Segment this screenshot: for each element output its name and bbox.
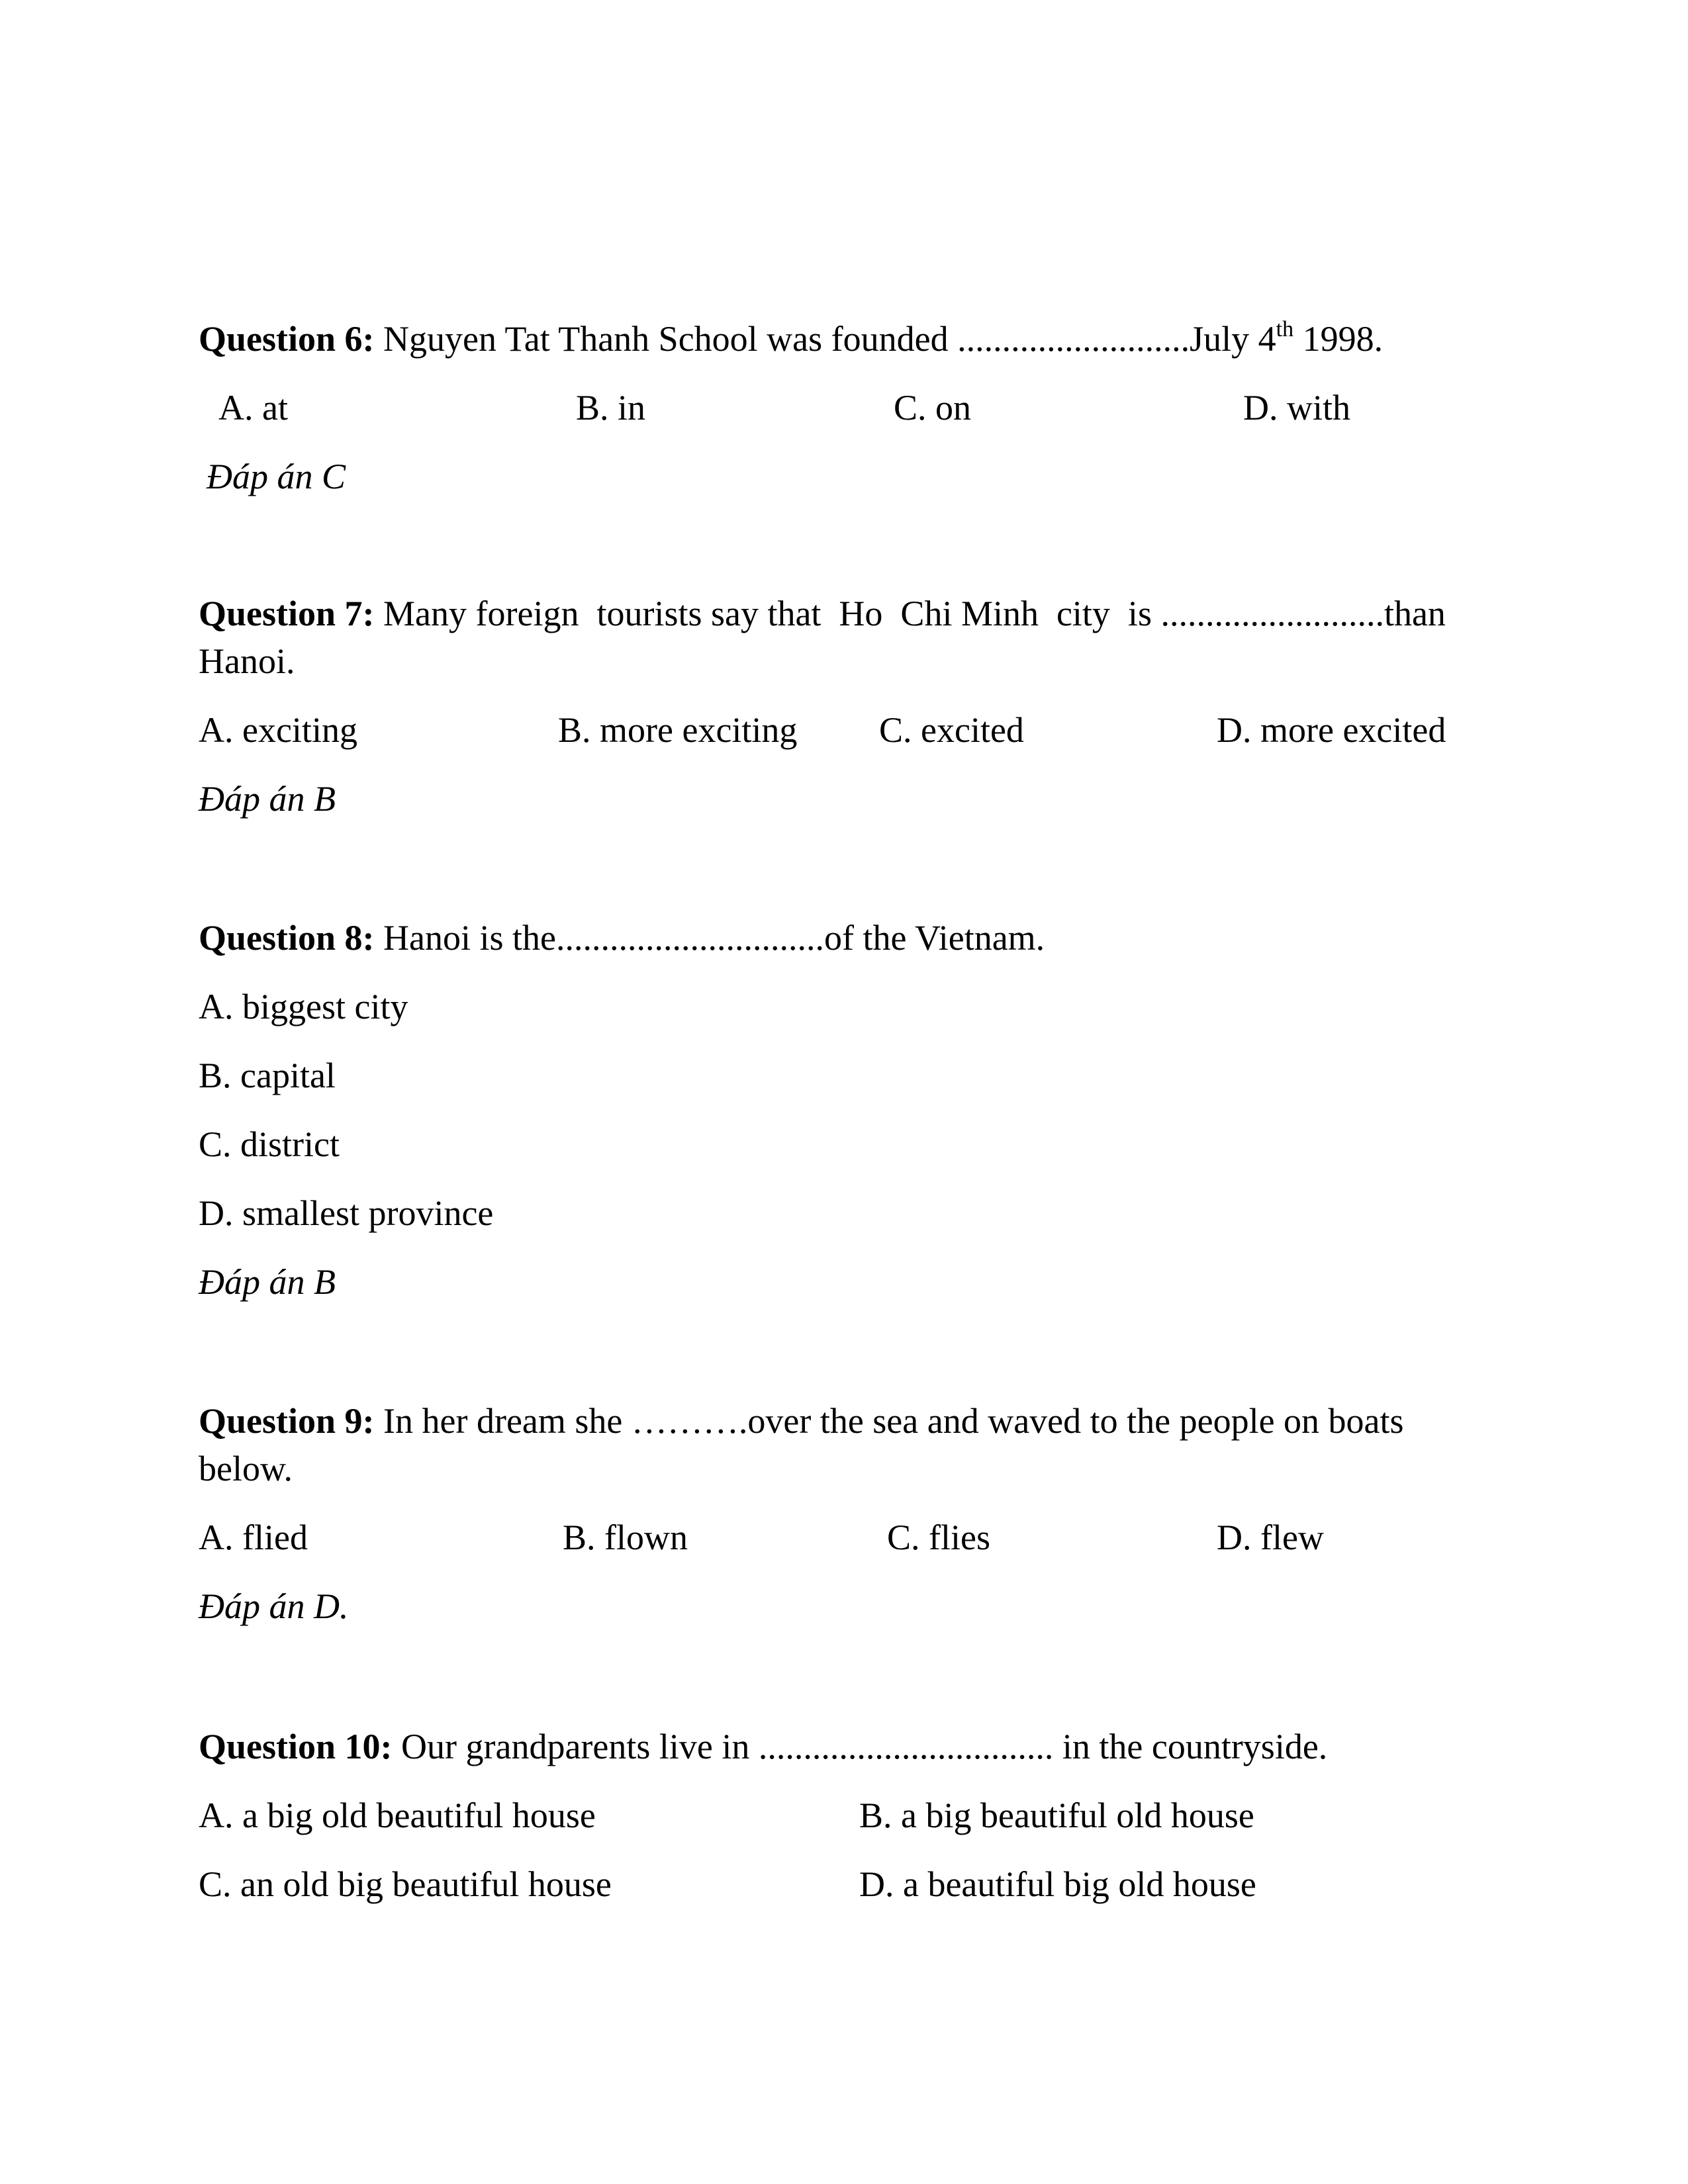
answer-key: Đáp án C xyxy=(207,457,346,496)
question-9-text-cont: below. xyxy=(199,1449,293,1488)
option-b: B. capital xyxy=(199,1056,336,1095)
question-9-label: Question 9: xyxy=(199,1401,375,1441)
option-a: A. biggest city xyxy=(199,987,408,1026)
answer-key: Đáp án B xyxy=(199,1262,336,1302)
question-7-text-cont: Hanoi. xyxy=(199,641,295,681)
option-d: D. smallest province xyxy=(199,1193,494,1233)
option-b: B. flown xyxy=(563,1518,688,1557)
question-6-stem xyxy=(199,317,1383,359)
question-10-stem xyxy=(199,1729,1327,1764)
question-10-text: Our grandparents live in ................................. in the countryside. xyxy=(392,1727,1328,1766)
option-d: D. more excited xyxy=(1217,710,1446,750)
option-a: A. flied xyxy=(199,1518,308,1557)
question-7-stem xyxy=(199,596,1446,631)
question-9-text: In her dream she ……….over the sea and waved to the people on boats xyxy=(374,1401,1404,1441)
answer-key: Đáp án D. xyxy=(199,1586,349,1626)
question-7-label: Question 7: xyxy=(199,594,375,633)
option-c: C. district xyxy=(199,1124,340,1164)
question-6-text: Nguyen Tat Thanh School was founded ..........................July 4 xyxy=(374,319,1276,359)
option-b: B. in xyxy=(576,388,646,428)
option-c: C. excited xyxy=(879,710,1024,750)
option-b: B. more exciting xyxy=(558,710,798,750)
option-a: A. a big old beautiful house xyxy=(199,1796,596,1835)
question-6-text-end: 1998. xyxy=(1293,319,1383,359)
question-8-label: Question 8: xyxy=(199,918,375,958)
option-a: A. at xyxy=(218,388,288,428)
option-b: B. a big beautiful old house xyxy=(859,1796,1254,1835)
option-c: C. on xyxy=(894,388,972,428)
question-10-label: Question 10: xyxy=(199,1727,393,1766)
option-d: D. flew xyxy=(1217,1518,1324,1557)
question-7-text: Many foreign tourists say that Ho Chi Minh city is .........................than xyxy=(374,594,1446,633)
question-6-label: Question 6: xyxy=(199,319,375,359)
question-8-stem xyxy=(199,920,1045,956)
option-c: C. flies xyxy=(887,1518,990,1557)
answer-key: Đáp án B xyxy=(199,779,336,819)
option-c: C. an old big beautiful house xyxy=(199,1864,612,1904)
question-8-text: Hanoi is the..............................of the Vietnam. xyxy=(374,918,1045,958)
option-d: D. a beautiful big old house xyxy=(859,1864,1256,1904)
question-9-stem xyxy=(199,1403,1404,1439)
ordinal-suffix: th xyxy=(1276,317,1294,341)
option-a: A. exciting xyxy=(199,710,357,750)
option-d: D. with xyxy=(1243,388,1350,428)
